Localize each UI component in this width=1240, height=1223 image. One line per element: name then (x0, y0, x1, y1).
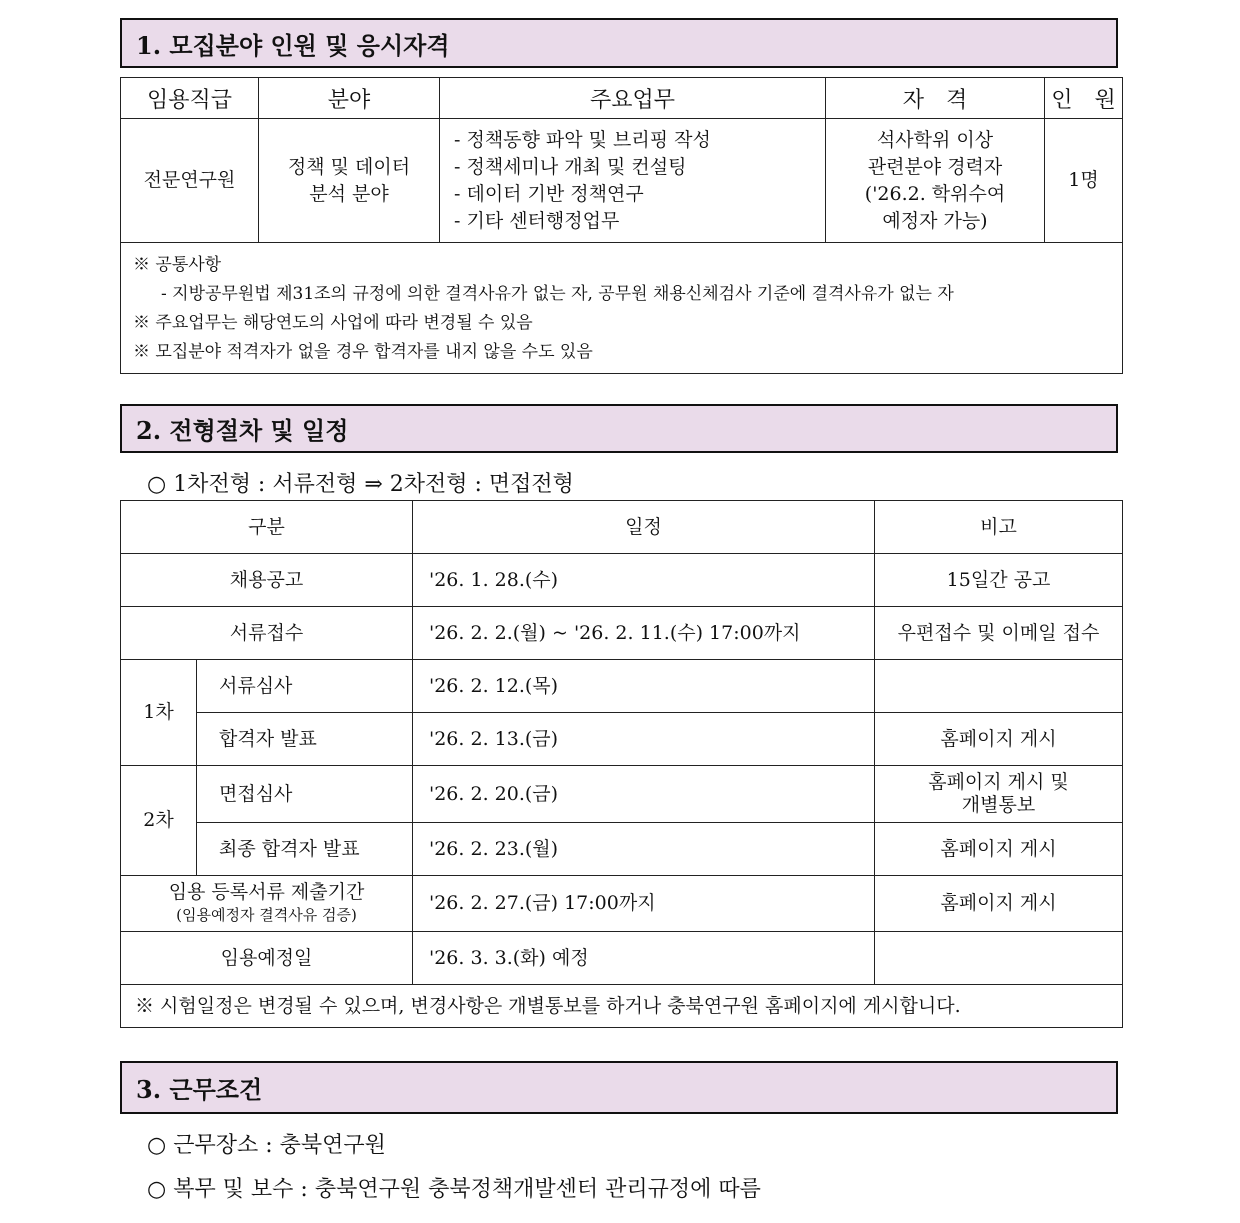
table-row (121, 660, 1123, 713)
row-label: 면접심사 (197, 766, 413, 823)
header-count: 인 원 (1045, 78, 1123, 119)
header-rank: 임용직급 (121, 78, 259, 119)
row-date: '26. 2. 12.(목) (413, 660, 875, 713)
recruitment-table (120, 77, 1123, 374)
row-date: '26. 3. 3.(화) 예정 (413, 932, 875, 985)
section1-title: 1. 모집분야 인원 및 응시자격 (120, 18, 1118, 68)
row-label: 채용공고 (121, 554, 413, 607)
row-label-sub: (임용예정자 결격사유 검증) (176, 905, 357, 924)
header-remarks: 비고 (875, 501, 1123, 554)
stage-label: 2차 (121, 766, 197, 876)
work-location: ○ 근무장소 : 충북연구원 (147, 1133, 386, 1158)
row-remark (875, 766, 1123, 823)
note-line: - 지방공무원법 제31조의 규정에 의한 결격사유가 없는 자, 공무원 채용신체검사 기준에 결격사유가 없는 자 (161, 284, 954, 304)
duty-item: - 정책세미나 개최 및 컨설팅 (454, 155, 687, 178)
row-date: '26. 2. 13.(금) (413, 713, 875, 766)
qualification-cell (826, 119, 1045, 243)
field-line: 정책 및 데이터 (287, 155, 411, 178)
row-label (121, 876, 413, 932)
row-label: 서류접수 (121, 607, 413, 660)
field-cell (259, 119, 440, 243)
row-date: '26. 1. 28.(수) (413, 554, 875, 607)
qualification-line: 관련분야 경력자 (867, 155, 1003, 178)
process-line: ○ 1차전형 : 서류전형 ⇒ 2차전형 : 면접전형 (147, 472, 574, 497)
row-label: 서류심사 (197, 660, 413, 713)
qualification-line: 석사학위 이상 (876, 128, 994, 151)
header-duties: 주요업무 (440, 78, 826, 119)
row-remark: 홈페이지 게시 (875, 713, 1123, 766)
row-date: '26. 2. 20.(금) (413, 766, 875, 823)
table-row (121, 713, 1123, 766)
row-date: '26. 2. 2.(월) ~ '26. 2. 11.(수) 17:00까지 (413, 607, 875, 660)
header-qualification: 자 격 (826, 78, 1045, 119)
row-date: '26. 2. 27.(금) 17:00까지 (413, 876, 875, 932)
schedule-footnote: ※ 시험일정은 변경될 수 있으며, 변경사항은 개별통보를 하거나 충북연구원 홈페이지에 게시합니다. (121, 985, 1123, 1028)
row-date: '26. 2. 23.(월) (413, 823, 875, 876)
stage-label: 1차 (121, 660, 197, 766)
count-cell: 1명 (1045, 119, 1123, 243)
row-remark: 홈페이지 게시 (875, 823, 1123, 876)
row-label: 합격자 발표 (197, 713, 413, 766)
table-row (121, 932, 1123, 985)
table-header-row (121, 501, 1123, 554)
qualification-line: 예정자 가능) (882, 209, 988, 232)
remark-line: 개별통보 (961, 794, 1036, 816)
table-row (121, 554, 1123, 607)
row-remark (875, 660, 1123, 713)
duty-item: - 정책동향 파악 및 브리핑 작성 (454, 128, 711, 151)
notes-cell (121, 243, 1123, 374)
section2-title: 2. 전형절차 및 일정 (120, 404, 1118, 453)
section3-title: 3. 근무조건 (120, 1061, 1118, 1114)
notes-row (121, 243, 1123, 374)
note-line: ※ 모집분야 적격자가 없을 경우 합격자를 내지 않을 수도 있음 (133, 342, 593, 362)
footnote-row (121, 985, 1123, 1028)
work-pay: ○ 복무 및 보수 : 충북연구원 충북정책개발센터 관리규정에 따름 (147, 1177, 761, 1202)
note-line: ※ 주요업무는 해당연도의 사업에 따라 변경될 수 있음 (133, 313, 533, 333)
duties-cell (440, 119, 826, 243)
row-label: 최종 합격자 발표 (197, 823, 413, 876)
table-row (121, 876, 1123, 932)
table-header-row (121, 78, 1123, 119)
row-label-main: 임용 등록서류 제출기간 (168, 880, 365, 903)
qualification-line: ('26.2. 학위수여 (864, 182, 1006, 205)
table-row (121, 823, 1123, 876)
row-remark: 15일간 공고 (875, 554, 1123, 607)
table-row (121, 766, 1123, 823)
duty-item: - 데이터 기반 정책연구 (454, 182, 644, 205)
row-remark: 우편접수 및 이메일 접수 (875, 607, 1123, 660)
header-category: 구분 (121, 501, 413, 554)
row-remark (875, 932, 1123, 985)
rank-cell: 전문연구원 (121, 119, 259, 243)
field-line: 분석 분야 (309, 182, 389, 205)
schedule-table (120, 500, 1123, 1028)
note-line: ※ 공통사항 (133, 255, 222, 275)
row-label: 임용예정일 (121, 932, 413, 985)
row-remark: 홈페이지 게시 (875, 876, 1123, 932)
table-row (121, 607, 1123, 660)
table-row (121, 119, 1123, 243)
header-schedule: 일정 (413, 501, 875, 554)
remark-line: 홈페이지 게시 및 (928, 771, 1069, 793)
duty-item: - 기타 센터행정업무 (454, 209, 620, 232)
header-field: 분야 (259, 78, 440, 119)
